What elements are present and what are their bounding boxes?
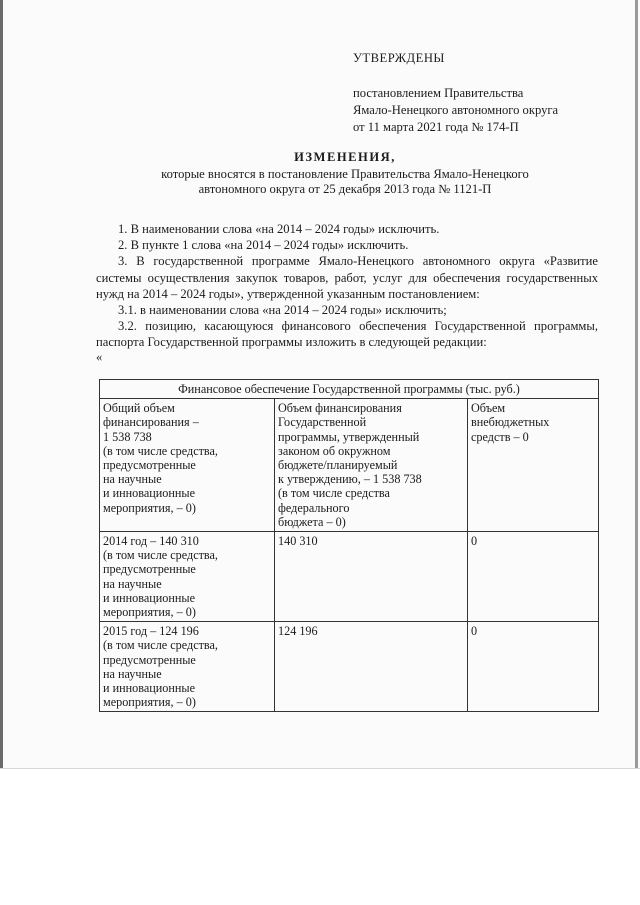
paragraph-1: 1. В наименовании слова «на 2014 – 2024 годы» исключить. <box>118 222 440 236</box>
row-year: 2014 год – 140 310 (в том числе средства, предусмотренные на научные и инновационные мероприятия, – 0) <box>103 534 218 620</box>
table-caption-row <box>100 380 599 399</box>
document-title-block <box>90 150 600 198</box>
scan-edge-right <box>635 0 638 768</box>
header-total: Общий объем финансирования – 1 538 738 (в том числе средства, предусмотренные на научные и инновационные мероприятия, – 0) <box>103 401 218 515</box>
paragraph-3-2: 3.2. позицию, касающуюся финансового обеспечения Государственной программы, паспорта Государственной программы изложить в следующей редакции: <box>96 319 598 350</box>
table-header-row <box>100 399 599 532</box>
document-title: ИЗМЕНЕНИЯ, <box>294 150 396 164</box>
paragraph-3-1: 3.1. в наименовании слова «на 2014 – 2024 годы» исключить; <box>118 303 447 318</box>
row-extra: 0 <box>471 624 478 639</box>
approval-line: постановлением Правительства <box>353 86 524 100</box>
row-extra: 0 <box>471 534 478 549</box>
header-budget-cell <box>275 399 468 532</box>
header-extra: Объем внебюджетных средств – 0 <box>471 401 550 444</box>
row-year: 2015 год – 124 196 (в том числе средства, предусмотренные на научные и инновационные мероприятия, – 0) <box>103 624 218 710</box>
header-total-cell <box>100 399 275 532</box>
table-row <box>100 532 599 622</box>
financing-table <box>99 379 599 712</box>
paragraph-3: 3. В государственной программе Ямало-Ненецкого автономного округа «Развитие системы осуществления закупок товаров, работ, услуг для обеспечения государственных нужд на 2014 – 2024 годы», утвержденной указанным постановлением: <box>96 254 598 301</box>
document-subtitle-line: которые вносятся в постановление Правительства Ямало-Ненецкого <box>161 166 529 181</box>
row-extra-cell <box>468 532 599 622</box>
table-row <box>100 622 599 712</box>
document-body <box>96 221 598 362</box>
header-budget: Объем финансирования Государственной программы, утвержденный законом об окружном бюджете/планируемый к утверждению, – 1 538 738 (в том числе средства федерального бюджета – 0) <box>278 401 422 529</box>
approval-heading: УТВЕРЖДЕНЫ <box>353 51 445 65</box>
row-extra-cell <box>468 622 599 712</box>
row-budget: 140 310 <box>278 534 318 549</box>
approval-block <box>353 50 558 136</box>
row-year-cell <box>100 622 275 712</box>
scan-edge-left <box>0 0 3 768</box>
document-subtitle-line: автономного округа от 25 декабря 2013 года № 1121-П <box>198 182 492 196</box>
opening-quote: « <box>96 349 103 364</box>
table-caption: Финансовое обеспечение Государственной программы (тыс. руб.) <box>100 380 599 399</box>
row-year-cell <box>100 532 275 622</box>
approval-line: от 11 марта 2021 года № 174-П <box>353 120 519 134</box>
paragraph-2: 2. В пункте 1 слова «на 2014 – 2024 годы» исключить. <box>118 238 409 253</box>
approval-line: Ямало-Ненецкого автономного округа <box>353 103 559 117</box>
row-budget: 124 196 <box>278 624 318 639</box>
header-extra-cell <box>468 399 599 532</box>
row-budget-cell <box>275 532 468 622</box>
scan-bottom-edge <box>0 768 640 769</box>
row-budget-cell <box>275 622 468 712</box>
